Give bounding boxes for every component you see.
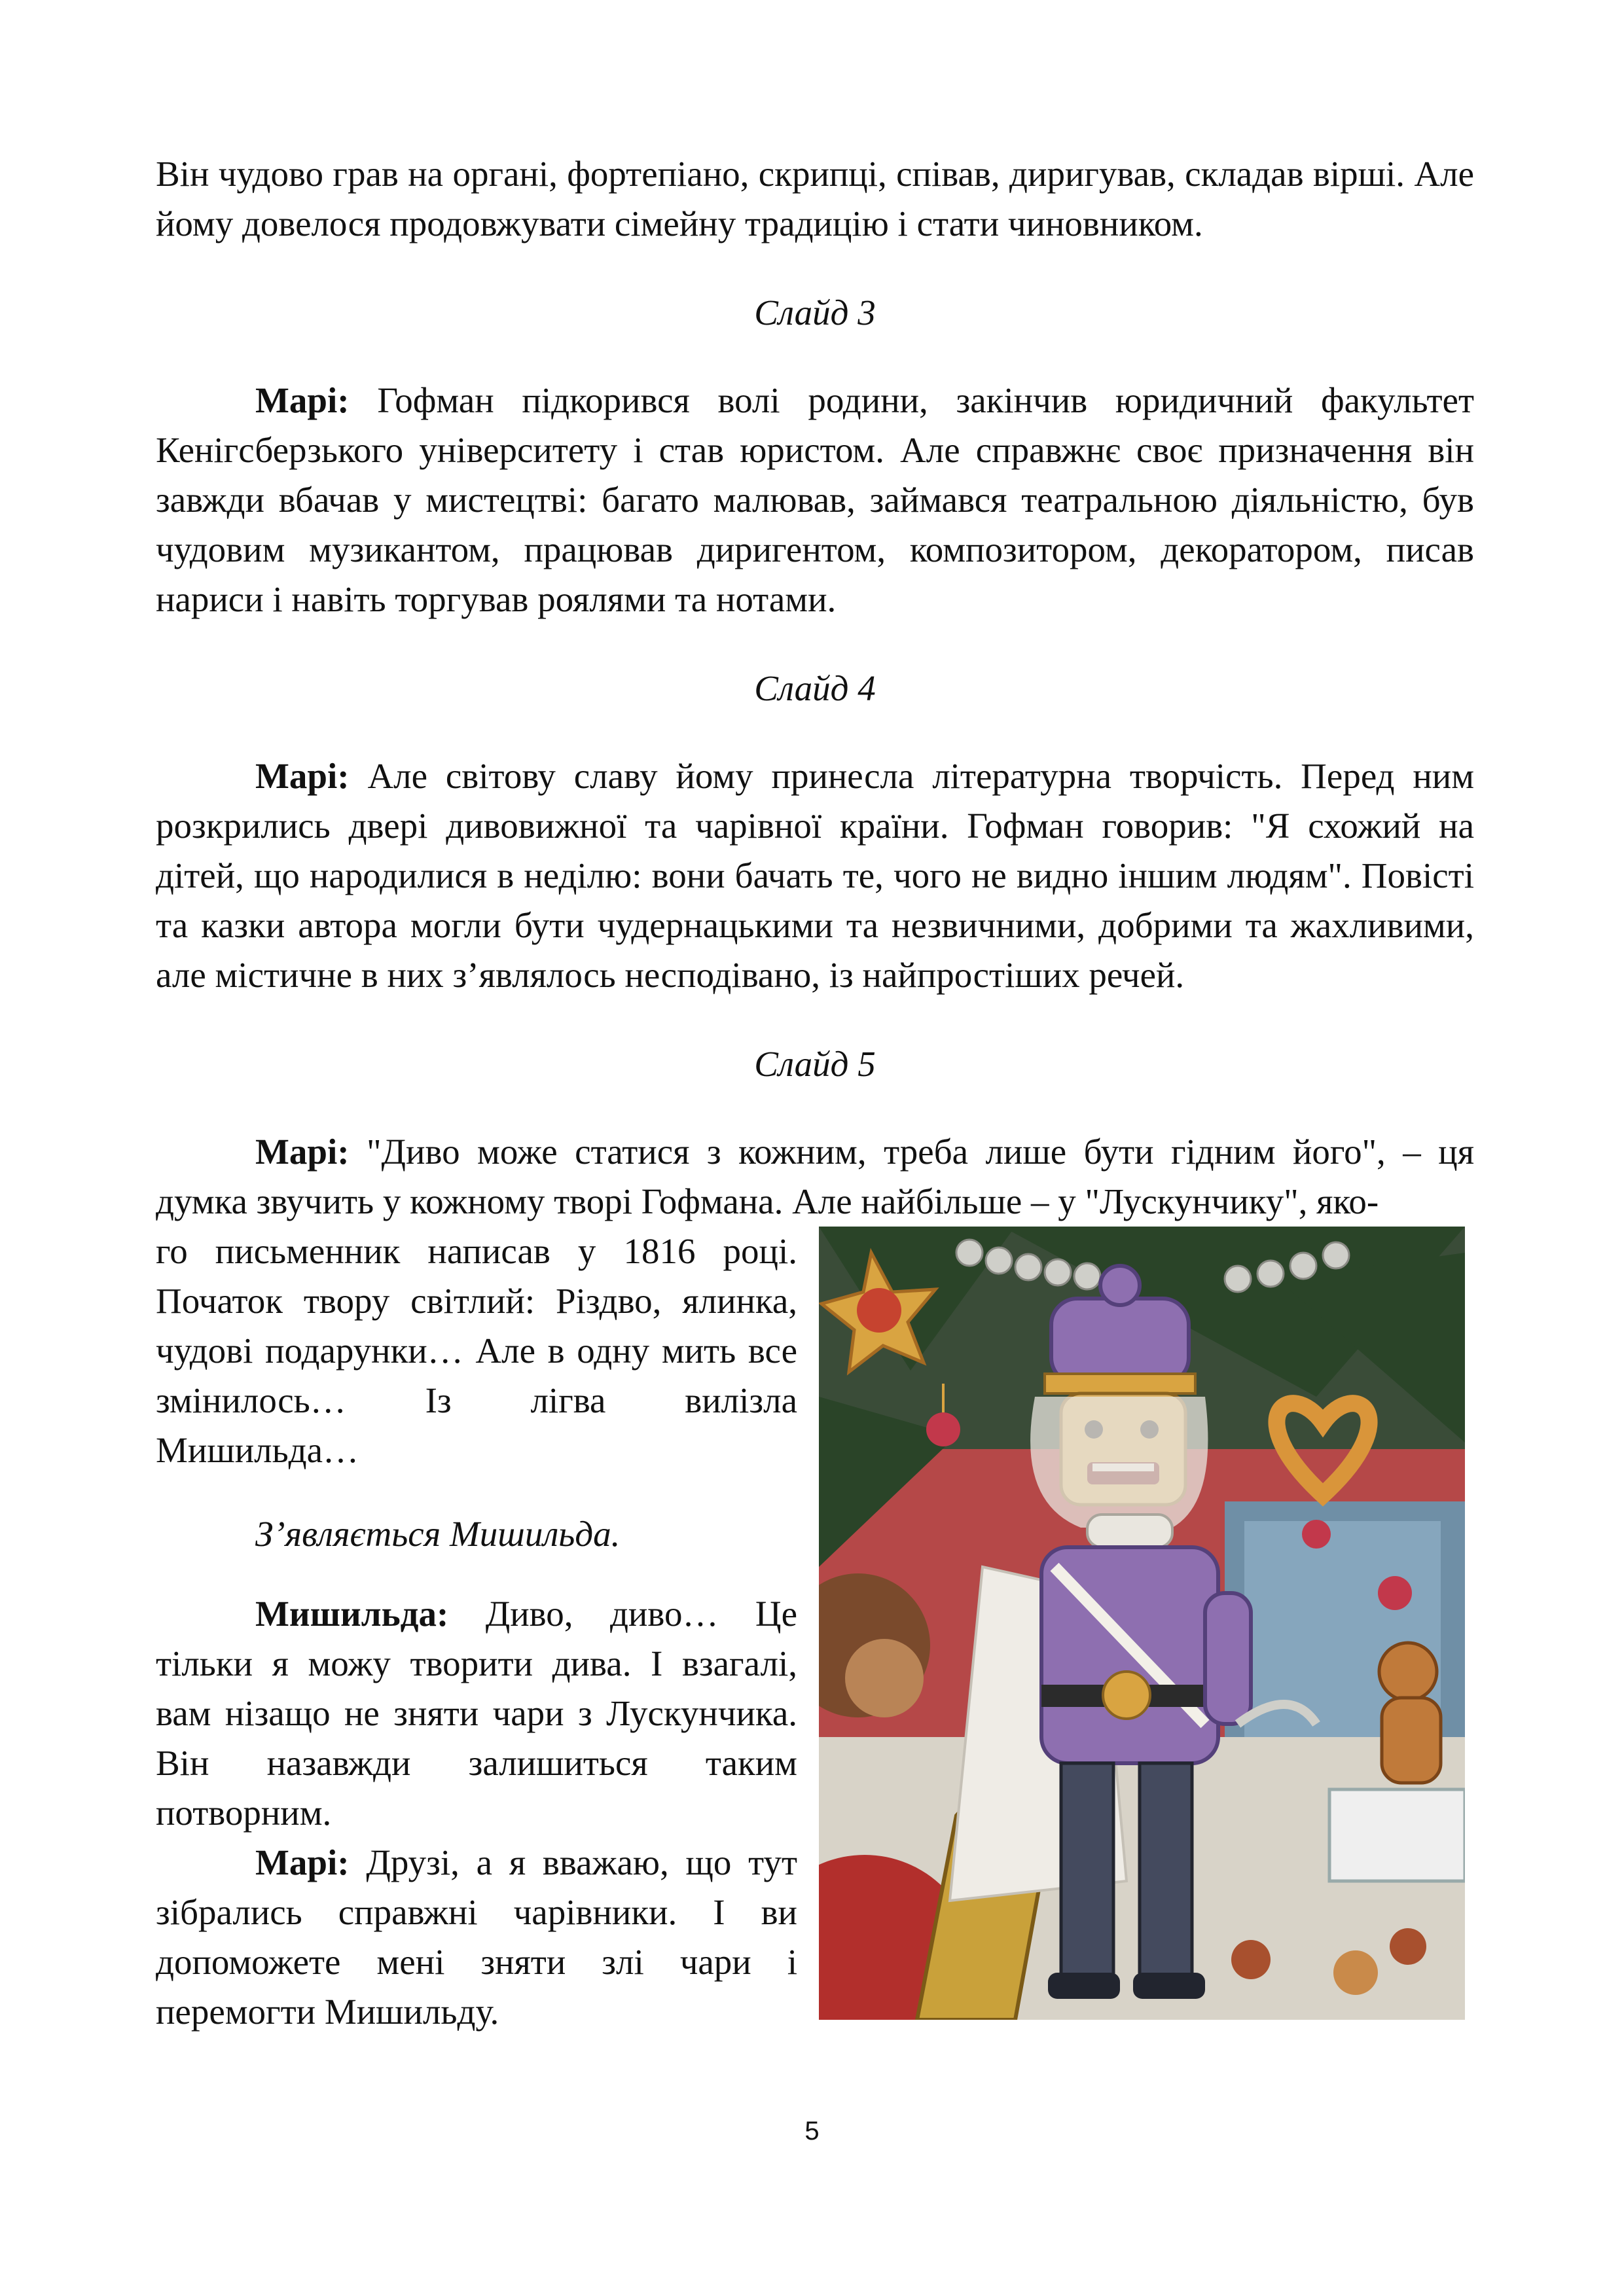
- mishilda-text: Диво, диво… Це тільки я можу творити дива. І взагалі, вам нізащо не зняти чари з Лускунчика. Він назавжди залишиться таким потворним.: [156, 1594, 797, 1833]
- page-number: 5: [804, 2117, 820, 2145]
- speaker-label: Марі:: [255, 756, 350, 796]
- speaker-label: Марі:: [255, 1842, 350, 1882]
- slide-4-heading: Слайд 4: [754, 668, 876, 708]
- slide-5-text: "Диво може статися з кожним, треба лише бути гідним його", – ця думка звучить у кожному творі Гофмана. Але найбільше – у "Лускунчику", яко-: [156, 1132, 1474, 1221]
- mari-line: [156, 1838, 797, 2037]
- stage-direction: З’являється Мишильда.: [255, 1514, 621, 1554]
- slide-5-column-text: го письменник написав у 1816 році. Початок твору світлий: Різдво, ялинка, чудові подарунки… Але в одну мить все змінилось… Із лігва вилізла Мишильда…: [156, 1231, 797, 1470]
- slide-3-paragraph: [156, 376, 1474, 624]
- nutcracker-illustration-icon: [819, 1227, 1465, 2020]
- slide-5-two-column: [156, 1227, 1474, 2037]
- slide-5-text-column: [156, 1227, 797, 2037]
- intro-paragraph: Він чудово грав на органі, фортепіано, скрипці, співав, диригував, складав вірші. Але йому довелося продовжувати сімейну традицію і стати чиновником.: [156, 154, 1474, 243]
- slide-3-heading: Слайд 3: [754, 293, 876, 332]
- document-page: [156, 149, 1474, 2037]
- mishilda-line: [156, 1589, 797, 1838]
- nutcracker-illustration: [819, 1227, 1465, 2020]
- slide-3-text: Гофман підкорився волі родини, закінчив юридичний факультет Кенігсберзького університету і став юристом. Але справжнє своє призначення він завжди вбачав у мистецтві: багато малював, займався театральною діяльністю, був чудовим музикантом, працював диригентом, композитором, декоратором, писав нариси і навіть торгував роялями та нотами.: [156, 380, 1474, 619]
- slide-4-paragraph: [156, 751, 1474, 1000]
- slide-5-paragraph: [156, 1127, 1474, 1227]
- slide-5-heading: Слайд 5: [754, 1044, 876, 1084]
- speaker-label: Марі:: [255, 1132, 350, 1172]
- slide-4-text: Але світову славу йому принесла літературна творчість. Перед ним розкрились двері дивовижної та чарівної країни. Гофман говорив: "Я схожий на дітей, що народилися в неділю: вони бачать те, чого не видно іншим людям". Повісті та казки автора могли бути чудернацькими та незвичними, добрими та жахливими, але містичне в них з’являлось несподівано, із найпростіших речей.: [156, 756, 1474, 995]
- speaker-label: Мишильда:: [255, 1594, 449, 1634]
- mari-text: Друзі, а я вважаю, що тут зібрались справжні чарівники. І ви допоможете мені зняти злі чари і перемогти Мишильду.: [156, 1842, 797, 2032]
- speaker-label: Марі:: [255, 380, 350, 420]
